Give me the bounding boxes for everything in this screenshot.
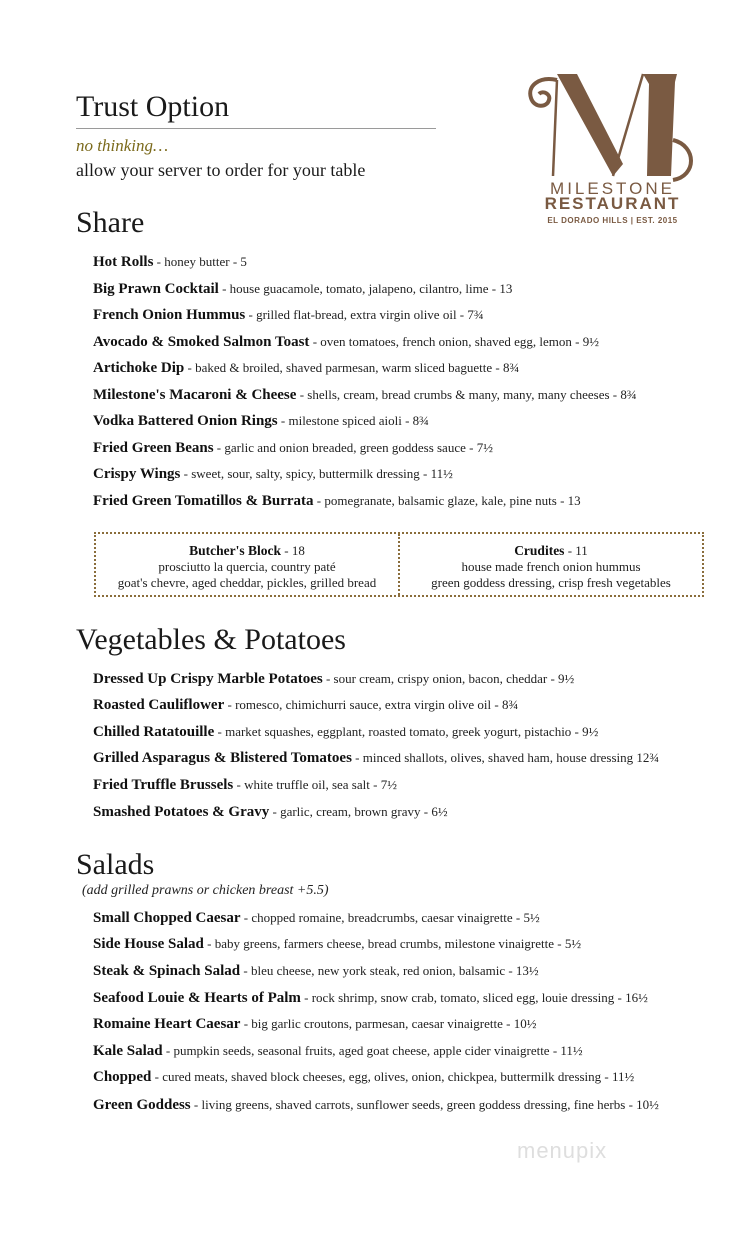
menu-item [93, 493, 581, 510]
menu-item [93, 963, 539, 980]
item-name: Steak & Spinach Salad [93, 963, 241, 979]
item-desc: - garlic, cream, brown gravy - 6½ [269, 804, 448, 819]
section-heading-vegetables: Vegetables & Potatoes [76, 623, 346, 656]
board-line: goat's chevre, aged cheddar, pickles, grilled bread [117, 575, 377, 590]
salads-note: (add grilled prawns or chicken breast +5.5) [82, 883, 329, 898]
menu-item [93, 440, 493, 457]
item-desc: - oven tomatoes, french onion, shaved egg, lemon - 9½ [309, 334, 599, 349]
item-desc: - rock shrimp, snow crab, tomato, sliced egg, louie dressing - 16½ [300, 990, 648, 1005]
item-desc: - bleu cheese, new york steak, red onion, balsamic - 13½ [240, 963, 539, 978]
item-name: Crispy Wings [93, 466, 181, 482]
board-price: - 18 [281, 543, 305, 558]
menu-item [93, 1043, 583, 1060]
logo-name-line2: RESTAURANT [544, 194, 681, 213]
menu-item [93, 936, 581, 953]
item-desc: - living greens, shaved carrots, sunflower seeds, green goddess dressing, fine herbs - 10½ [190, 1097, 659, 1112]
menu-item [93, 724, 598, 741]
item-name: Vodka Battered Onion Rings [93, 413, 278, 429]
board-butchers-block [96, 534, 398, 595]
tagline: no thinking… [76, 136, 169, 155]
boards-box [94, 532, 704, 597]
board-price: - 11 [564, 543, 588, 558]
menu-item [93, 360, 519, 377]
board-crudites [398, 534, 702, 595]
item-desc: - grilled flat-bread, extra virgin olive oil - 7¾ [245, 307, 484, 322]
section-heading-share: Share [76, 206, 145, 239]
item-desc: - sweet, sour, salty, spicy, buttermilk dressing - 11½ [180, 466, 453, 481]
item-name: Fried Truffle Brussels [93, 777, 234, 793]
menu-item [93, 671, 574, 688]
menu-item [93, 387, 637, 404]
board-name: Crudites [514, 543, 565, 558]
item-name: Smashed Potatoes & Gravy [93, 804, 270, 820]
monogram-logo-icon [525, 68, 700, 188]
restaurant-logo [525, 68, 700, 233]
item-name: Big Prawn Cocktail [93, 281, 219, 297]
title-divider [76, 128, 436, 129]
subline: allow your server to order for your table [76, 160, 366, 180]
item-name: Dressed Up Crispy Marble Potatoes [93, 671, 323, 687]
item-desc: - baby greens, farmers cheese, bread crumbs, milestone vinaigrette - 5½ [203, 936, 582, 951]
item-desc: - big garlic croutons, parmesan, caesar vinaigrette - 10½ [240, 1016, 537, 1031]
menu-item [93, 990, 648, 1007]
item-desc: - shells, cream, bread crumbs & many, many, many cheeses - 8¾ [296, 387, 637, 402]
item-desc: - baked & broiled, shaved parmesan, warm sliced baguette - 8¾ [184, 360, 520, 375]
menu-item [93, 307, 484, 324]
item-desc: - pumpkin seeds, seasonal fruits, aged goat cheese, apple cider vinaigrette - 11½ [162, 1043, 583, 1058]
item-desc: - honey butter - 5 [153, 254, 247, 269]
logo-location: EL DORADO HILLS | EST. 2015 [547, 216, 678, 225]
board-name: Butcher's Block [189, 543, 282, 558]
item-desc: - garlic and onion breaded, green goddess sauce - 7½ [213, 440, 493, 455]
item-desc: - romesco, chimichurri sauce, extra virgin olive oil - 8¾ [224, 697, 519, 712]
section-heading-salads: Salads [76, 848, 155, 881]
menu-item [93, 910, 540, 927]
item-desc: - pomegranate, balsamic glaze, kale, pine nuts - 13 [313, 493, 581, 508]
menu-item [93, 750, 659, 767]
item-name: Small Chopped Caesar [93, 910, 241, 926]
item-desc: - cured meats, shaved block cheeses, egg, olives, onion, chickpea, buttermilk dressing - 11½ [151, 1069, 635, 1084]
menu-item [93, 1092, 693, 1118]
item-name: Milestone's Macaroni & Cheese [93, 387, 297, 403]
item-name: Fried Green Tomatillos & Burrata [93, 493, 314, 509]
item-name: Kale Salad [93, 1043, 163, 1059]
item-name: Chopped [93, 1069, 152, 1085]
menu-item [93, 254, 247, 271]
item-desc: - white truffle oil, sea salt - 7½ [233, 777, 397, 792]
menu-item [93, 413, 429, 430]
watermark: menupix [517, 1138, 608, 1163]
item-name: Green Goddess [93, 1097, 191, 1113]
page-title: Trust Option [76, 90, 230, 123]
item-name: Avocado & Smoked Salmon Toast [93, 334, 310, 350]
menu-item [93, 777, 397, 794]
item-desc: - house guacamole, tomato, jalapeno, cilantro, lime - 13 [218, 281, 513, 296]
board-line: house made french onion hummus [461, 559, 641, 574]
menu-item [93, 466, 453, 483]
board-line: prosciutto la quercia, country paté [158, 559, 336, 574]
menu-item [93, 1016, 536, 1033]
item-name: French Onion Hummus [93, 307, 246, 323]
menu-item [93, 804, 448, 821]
board-line: green goddess dressing, crisp fresh vegetables [431, 575, 671, 590]
item-name: Romaine Heart Caesar [93, 1016, 241, 1032]
item-name: Hot Rolls [93, 254, 154, 270]
menu-item [93, 1069, 634, 1086]
item-desc: - chopped romaine, breadcrumbs, caesar vinaigrette - 5½ [240, 910, 540, 925]
item-name: Grilled Asparagus & Blistered Tomatoes [93, 750, 352, 766]
item-desc: - sour cream, crispy onion, bacon, cheddar - 9½ [322, 671, 575, 686]
logo-name-line1: MILESTONE [550, 179, 675, 198]
item-desc: - milestone spiced aioli - 8¾ [277, 413, 429, 428]
menu-item [93, 281, 512, 298]
item-desc: - market squashes, eggplant, roasted tomato, greek yogurt, pistachio - 9½ [214, 724, 599, 739]
item-name: Roasted Cauliflower [93, 697, 225, 713]
item-name: Fried Green Beans [93, 440, 214, 456]
item-desc: - minced shallots, olives, shaved ham, house dressing 12¾ [351, 750, 660, 765]
item-name: Artichoke Dip [93, 360, 185, 376]
menu-item [93, 334, 599, 351]
item-name: Seafood Louie & Hearts of Palm [93, 990, 301, 1006]
item-name: Chilled Ratatouille [93, 724, 215, 740]
menu-item [93, 697, 518, 714]
item-name: Side House Salad [93, 936, 204, 952]
